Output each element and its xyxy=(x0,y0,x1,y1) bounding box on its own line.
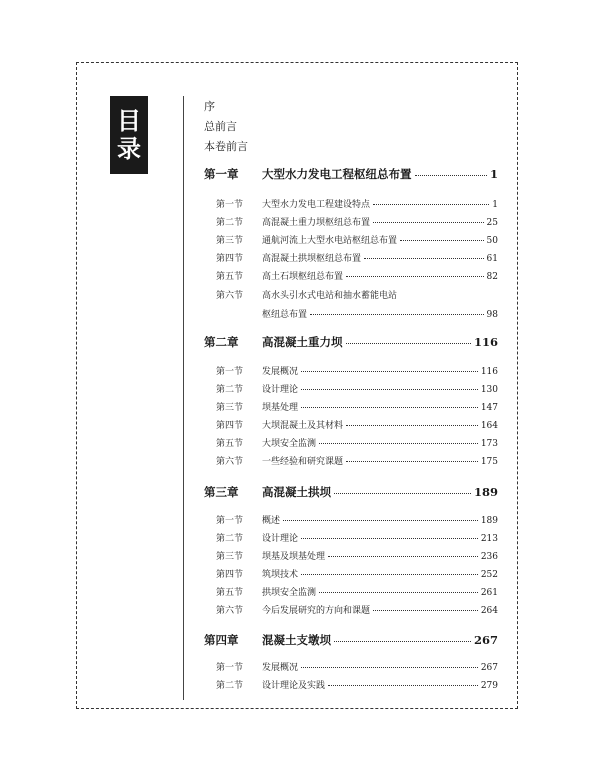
leader-dots xyxy=(415,175,487,176)
section-page: 61 xyxy=(486,254,498,264)
section-title: 发展概况 xyxy=(262,367,299,377)
toc-section[interactable] xyxy=(204,531,498,544)
section-title: 设计理论 xyxy=(262,385,299,395)
section-label: 第二节 xyxy=(216,681,244,691)
contents-title-block xyxy=(110,96,148,174)
section-label: 第六节 xyxy=(216,291,244,301)
section-page: 252 xyxy=(480,570,498,580)
section-label: 第四节 xyxy=(216,570,244,580)
section-label: 第一节 xyxy=(216,516,244,526)
front-volume-intro: 本卷前言 xyxy=(204,140,248,153)
section-page: 82 xyxy=(486,272,498,282)
leader-dots xyxy=(346,425,478,426)
contents-title-char-1: 目 xyxy=(117,107,141,135)
toc-section[interactable] xyxy=(204,678,498,691)
toc-section[interactable] xyxy=(204,585,498,598)
section-page: 175 xyxy=(480,457,498,467)
section-title: 高土石坝枢纽总布置 xyxy=(262,272,344,282)
section-label: 第二节 xyxy=(216,385,244,395)
toc-section[interactable] xyxy=(204,454,498,467)
section-label: 第二节 xyxy=(216,534,244,544)
chapter-title: 混凝土支墩坝 xyxy=(262,633,331,647)
section-page: 261 xyxy=(480,588,498,598)
section-page: 130 xyxy=(480,385,498,395)
section-title: 高混凝土拱坝枢纽总布置 xyxy=(262,254,362,264)
chapter-page: 1 xyxy=(489,167,498,181)
toc-section-continuation[interactable] xyxy=(262,307,498,320)
section-label: 第五节 xyxy=(216,272,244,282)
section-page: 189 xyxy=(480,516,498,526)
section-label: 第五节 xyxy=(216,439,244,449)
leader-dots xyxy=(328,685,478,686)
toc-section[interactable] xyxy=(204,400,498,413)
leader-dots xyxy=(346,461,478,462)
section-title: 设计理论及实践 xyxy=(262,681,326,691)
vertical-rule xyxy=(183,96,184,700)
section-label: 第五节 xyxy=(216,588,244,598)
section-title: 大型水力发电工程建设特点 xyxy=(262,200,371,210)
front-general-intro: 总前言 xyxy=(204,120,237,133)
section-page: 173 xyxy=(480,439,498,449)
section-page: 164 xyxy=(480,421,498,431)
toc-section[interactable] xyxy=(204,603,498,616)
toc-section[interactable] xyxy=(204,197,498,210)
chapter-title: 高混凝土拱坝 xyxy=(262,485,331,499)
section-label: 第三节 xyxy=(216,403,244,413)
chapter-page: 267 xyxy=(473,633,498,647)
section-label: 第四节 xyxy=(216,421,244,431)
leader-dots xyxy=(301,667,478,668)
toc-section[interactable] xyxy=(204,215,498,228)
toc-section[interactable] xyxy=(204,288,498,301)
section-page: 98 xyxy=(486,310,498,320)
toc-chapter-4[interactable] xyxy=(204,632,498,648)
leader-dots xyxy=(319,443,478,444)
section-label: 第三节 xyxy=(216,236,244,246)
section-page: 236 xyxy=(480,552,498,562)
leader-dots xyxy=(400,240,484,241)
toc-section[interactable] xyxy=(204,513,498,526)
section-title: 设计理论 xyxy=(262,534,299,544)
chapter-label: 第三章 xyxy=(204,485,239,499)
leader-dots xyxy=(334,641,471,642)
section-title: 今后发展研究的方向和课题 xyxy=(262,606,371,616)
section-page: 25 xyxy=(486,218,498,228)
section-label: 第六节 xyxy=(216,606,244,616)
section-title: 大坝混凝土及其材料 xyxy=(262,421,344,431)
contents-title-char-2: 录 xyxy=(117,135,141,163)
section-page: 264 xyxy=(480,606,498,616)
chapter-page: 189 xyxy=(473,485,498,499)
toc-section[interactable] xyxy=(204,436,498,449)
section-title: 坝基及坝基处理 xyxy=(262,552,326,562)
chapter-title: 高混凝土重力坝 xyxy=(262,335,343,349)
leader-dots xyxy=(319,592,478,593)
leader-dots xyxy=(283,520,478,521)
leader-dots xyxy=(346,343,471,344)
section-title: 通航河流上大型水电站枢纽总布置 xyxy=(262,236,398,246)
section-title: 一些经验和研究课题 xyxy=(262,457,344,467)
section-page: 279 xyxy=(480,681,498,691)
section-title: 坝基处理 xyxy=(262,403,299,413)
leader-dots xyxy=(301,574,478,575)
chapter-label: 第四章 xyxy=(204,633,239,647)
leader-dots xyxy=(364,258,484,259)
section-label: 第二节 xyxy=(216,218,244,228)
toc-section[interactable] xyxy=(204,364,498,377)
front-preface: 序 xyxy=(204,100,215,113)
toc-chapter-1[interactable] xyxy=(204,166,498,182)
section-page: 267 xyxy=(480,663,498,673)
leader-dots xyxy=(334,493,471,494)
toc-section[interactable] xyxy=(204,567,498,580)
chapter-label: 第一章 xyxy=(204,167,239,181)
toc-section[interactable] xyxy=(204,418,498,431)
section-label: 第四节 xyxy=(216,254,244,264)
leader-dots xyxy=(301,389,478,390)
section-label: 第一节 xyxy=(216,663,244,673)
section-title-continued: 枢纽总布置 xyxy=(262,310,308,320)
toc-section[interactable] xyxy=(204,549,498,562)
leader-dots xyxy=(301,371,478,372)
section-title: 发展概况 xyxy=(262,663,299,673)
section-label: 第三节 xyxy=(216,552,244,562)
section-page: 147 xyxy=(480,403,498,413)
section-title: 概述 xyxy=(262,516,281,526)
toc-section[interactable] xyxy=(204,251,498,264)
toc-chapter-3[interactable] xyxy=(204,484,498,500)
leader-dots xyxy=(328,556,478,557)
section-page: 213 xyxy=(480,534,498,544)
section-label: 第六节 xyxy=(216,457,244,467)
section-title: 高混凝土重力坝枢纽总布置 xyxy=(262,218,371,228)
leader-dots xyxy=(301,538,478,539)
chapter-page: 116 xyxy=(473,335,498,349)
section-title: 拱坝安全监测 xyxy=(262,588,317,598)
section-label: 第一节 xyxy=(216,200,244,210)
section-page: 1 xyxy=(492,200,498,210)
leader-dots xyxy=(310,314,484,315)
toc-section[interactable] xyxy=(204,233,498,246)
toc-section[interactable] xyxy=(204,660,498,673)
section-page: 116 xyxy=(480,367,498,377)
section-title: 大坝安全监测 xyxy=(262,439,317,449)
toc-chapter-2[interactable] xyxy=(204,334,498,350)
section-title: 筑坝技术 xyxy=(262,570,299,580)
leader-dots xyxy=(373,222,484,223)
section-title: 高水头引水式电站和抽水蓄能电站 xyxy=(262,291,398,301)
chapter-label: 第二章 xyxy=(204,335,239,349)
leader-dots xyxy=(373,204,489,205)
leader-dots xyxy=(373,610,478,611)
leader-dots xyxy=(301,407,478,408)
leader-dots xyxy=(346,276,484,277)
toc-section[interactable] xyxy=(204,269,498,282)
toc-section[interactable] xyxy=(204,382,498,395)
section-page: 50 xyxy=(486,236,498,246)
section-label: 第一节 xyxy=(216,367,244,377)
chapter-title: 大型水力发电工程枢纽总布置 xyxy=(262,167,412,181)
